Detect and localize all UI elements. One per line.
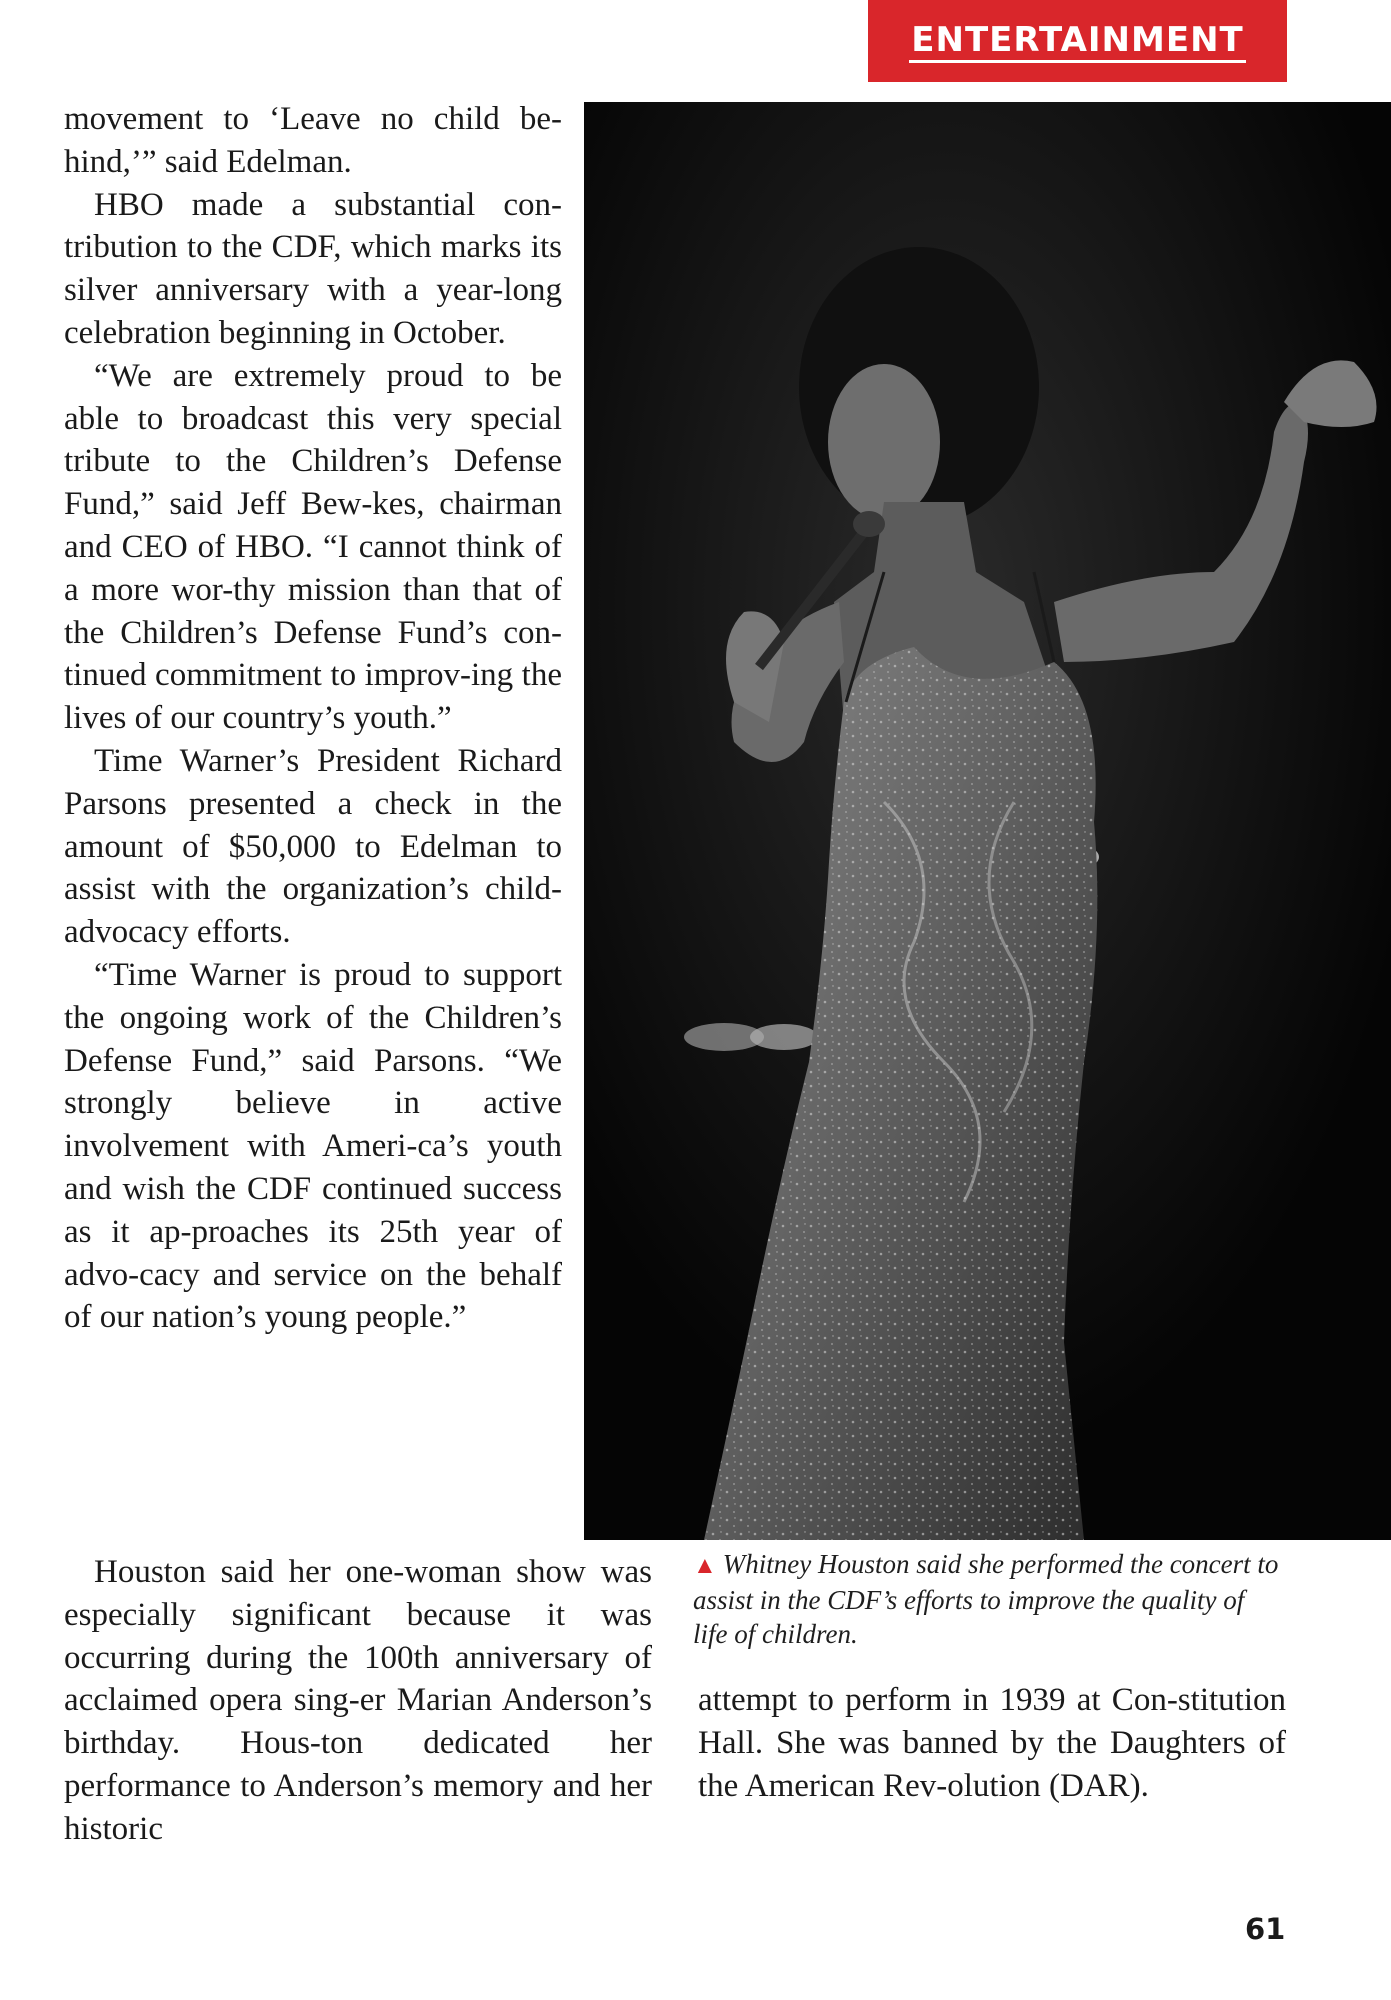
article-paragraph: movement to ‘Leave no child be-hind,’” said Edelman. bbox=[64, 101, 562, 180]
article-paragraph: HBO made a substantial con-tribution to the CDF, which marks its silver anniversary with a year-long celebration beginning in October. bbox=[64, 186, 562, 351]
article-column-left bbox=[64, 98, 562, 1339]
caption-triangle-icon: ▲ bbox=[693, 1553, 717, 1579]
page-number: 61 bbox=[1245, 1912, 1286, 1946]
section-label: ENTERTAINMENT bbox=[909, 20, 1245, 63]
concert-photo bbox=[584, 102, 1391, 1540]
article-paragraph: attempt to perform in 1939 at Con-stitution Hall. She was banned by the Daughters of the American Rev-olution (DAR). bbox=[698, 1682, 1286, 1804]
article-paragraph: Houston said her one-woman show was especially significant because it was occurring during the 100th anniversary of acclaimed opera sing-er Marian Anderson’s birthday. Hous-ton dedicated her performance to Anderson’s memory and her historic bbox=[64, 1554, 652, 1847]
singer-photo-illustration bbox=[584, 102, 1391, 1540]
section-tab bbox=[868, 0, 1287, 82]
article-paragraph: “Time Warner is proud to support the ongoing work of the Children’s Defense Fund,” said Parsons. “We strongly believe in active involvement with Ameri-ca’s youth and wish the CDF continued success as it ap-proaches its 25th year of advo-cacy and service on the behalf of our nation’s young people.” bbox=[64, 956, 562, 1336]
photo-caption bbox=[693, 1547, 1283, 1651]
caption-text: Whitney Houston said she performed the concert to assist in the CDF’s efforts to improve the quality of life of children. bbox=[693, 1549, 1279, 1649]
article-column-bottom-left bbox=[64, 1551, 652, 1851]
article-paragraph: “We are extremely proud to be able to broadcast this very special tribute to the Children’s Defense Fund,” said Jeff Bew-kes, chairman and CEO of HBO. “I cannot think of a more wor-thy mission than that of the Children’s Defense Fund’s con-tinued commitment to improv-ing the lives of our country’s youth.” bbox=[64, 357, 562, 737]
article-paragraph: Time Warner’s President Richard Parsons presented a check in the amount of $50,000 to Edelman to assist with the organization’s child-advocacy efforts. bbox=[64, 742, 562, 951]
article-column-bottom-right bbox=[698, 1679, 1286, 1807]
